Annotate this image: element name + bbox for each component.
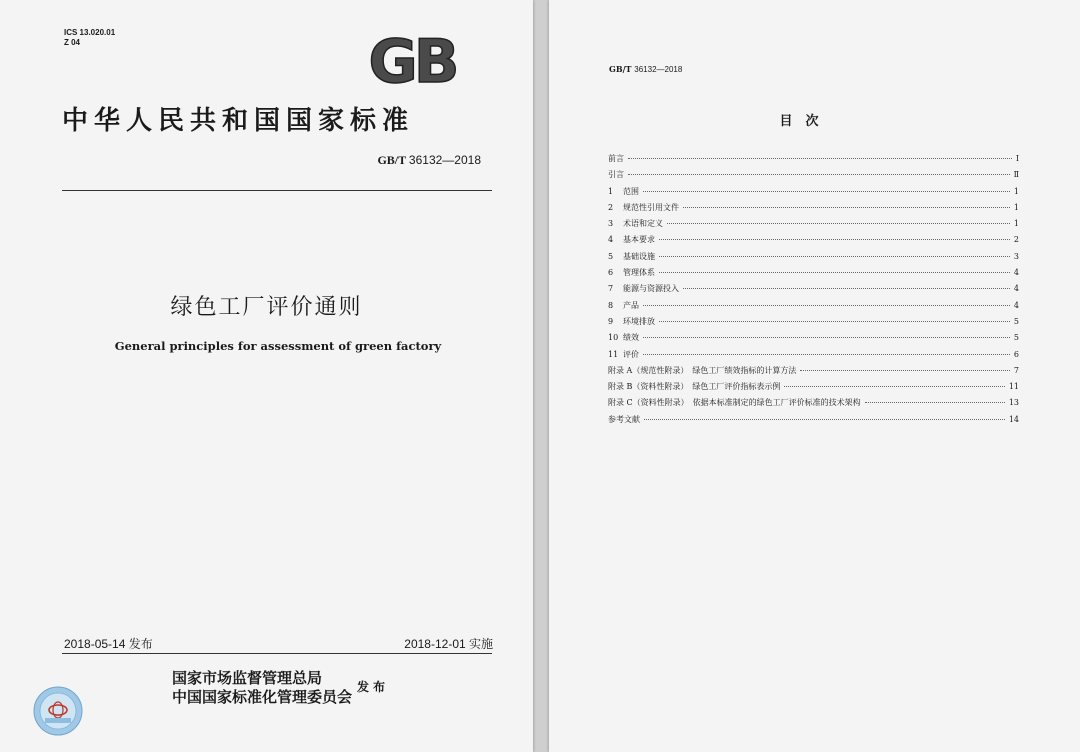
toc-item-page: 3	[1013, 251, 1019, 261]
toc-item-number: 10	[608, 333, 619, 343]
toc-item-label: 术语和定义	[623, 219, 663, 229]
toc-item[interactable]	[608, 234, 1019, 250]
toc-item-label: 参考文献	[608, 414, 640, 424]
toc-item[interactable]	[608, 186, 1019, 202]
toc-item-number: 5	[608, 251, 614, 261]
toc-item-label: 基础设施	[623, 251, 655, 261]
toc-item-number: 11	[608, 349, 619, 359]
toc-item-page: 1	[1013, 219, 1019, 229]
toc-list	[608, 153, 1019, 430]
toc-item[interactable]	[608, 153, 1019, 169]
toc-item[interactable]	[608, 300, 1019, 316]
toc-item-label: 前言	[608, 154, 624, 163]
ccs-code: Z 04	[64, 38, 81, 47]
issuer-sac: 中国国家标准化管理委员会	[172, 688, 353, 706]
toc-leader-dots	[683, 206, 1010, 208]
toc-code-number: 36132—2018	[634, 65, 683, 74]
classification-codes	[64, 28, 115, 48]
toc-item-page: Ⅱ	[1013, 170, 1019, 180]
standard-code	[377, 153, 481, 168]
toc-item-page: 2	[1013, 235, 1019, 245]
toc-item-number: 2	[608, 202, 614, 212]
toc-item-page: 4	[1013, 300, 1019, 310]
toc-item[interactable]	[608, 414, 1019, 430]
toc-leader-dots	[683, 287, 1010, 289]
toc-item-page: Ⅰ	[1015, 154, 1019, 163]
toc-item[interactable]	[608, 381, 1019, 397]
toc-item-label: 评价	[623, 349, 639, 359]
toc-item-label: 附录 C（资料性附录） 依据本标准制定的绿色工厂评价标准的技术架构	[608, 398, 861, 408]
toc-item-number: 4	[608, 235, 614, 245]
ics-code: ICS 13.020.01	[64, 28, 116, 37]
issue-word: 发布	[357, 680, 390, 694]
toc-item[interactable]	[608, 267, 1019, 283]
toc-item-number: 3	[608, 219, 614, 229]
toc-item-number: 7	[608, 284, 614, 294]
toc-item-number: 1	[608, 186, 614, 196]
toc-leader-dots	[659, 320, 1010, 322]
toc-item-label: 绩效	[623, 333, 639, 343]
toc-item[interactable]	[608, 365, 1019, 381]
cover-page	[0, 0, 533, 752]
toc-item-page: 13	[1008, 398, 1019, 408]
toc-item-label: 基本要求	[623, 235, 655, 245]
toc-item-label: 范围	[623, 186, 639, 196]
toc-leader-dots	[643, 190, 1010, 192]
issuer-samr: 国家市场监督管理总局	[172, 669, 323, 687]
toc-item-page: 6	[1013, 349, 1019, 359]
toc-item[interactable]	[608, 332, 1019, 348]
issuing-authorities	[172, 669, 352, 707]
toc-leader-dots	[659, 255, 1010, 257]
toc-item[interactable]	[608, 349, 1019, 365]
certification-stamp-icon	[33, 686, 83, 736]
toc-item-label: 管理体系	[623, 268, 655, 278]
toc-item-number: 9	[608, 316, 614, 326]
toc-item[interactable]	[608, 316, 1019, 332]
toc-item-label: 规范性引用文件	[623, 202, 679, 212]
top-divider	[62, 190, 492, 191]
toc-page	[549, 0, 1080, 752]
toc-item-page: 11	[1008, 382, 1019, 392]
toc-item[interactable]	[608, 169, 1019, 185]
toc-standard-code	[609, 64, 682, 74]
national-standard-name: 中华人民共和国国家标准	[62, 106, 415, 136]
toc-item-label: 附录 A（规范性附录） 绿色工厂绩效指标的计算方法	[608, 365, 797, 375]
toc-leader-dots	[865, 401, 1005, 403]
toc-item-page: 4	[1013, 268, 1019, 278]
toc-item[interactable]	[608, 397, 1019, 413]
toc-leader-dots	[784, 385, 1004, 387]
toc-item-number: 8	[608, 300, 614, 310]
toc-item-label: 能源与资源投入	[623, 284, 679, 294]
toc-item-page: 7	[1013, 365, 1019, 375]
implementation-date: 2018-12-01 实施	[404, 637, 493, 651]
toc-leader-dots	[643, 353, 1010, 355]
toc-item[interactable]	[608, 202, 1019, 218]
toc-item-page: 5	[1013, 316, 1019, 326]
toc-item-page: 1	[1013, 202, 1019, 212]
standard-code-number: 36132—2018	[408, 153, 481, 167]
toc-item[interactable]	[608, 251, 1019, 267]
toc-leader-dots	[659, 238, 1010, 240]
gb-logo-text: GB	[368, 30, 456, 88]
toc-leader-dots	[628, 157, 1012, 159]
toc-leader-dots	[800, 369, 1010, 371]
bottom-divider	[62, 653, 492, 654]
toc-item-page: 1	[1013, 186, 1019, 196]
gb-logo-icon	[358, 30, 466, 88]
toc-leader-dots	[644, 418, 1005, 420]
standard-code-prefix: GB/T	[377, 153, 406, 167]
issue-date: 2018-05-14 发布	[64, 637, 153, 651]
toc-leader-dots	[643, 336, 1010, 338]
toc-item-label: 环境排放	[623, 316, 655, 326]
toc-item[interactable]	[608, 218, 1019, 234]
toc-title: 目 次	[779, 114, 819, 129]
toc-leader-dots	[667, 222, 1010, 224]
toc-item[interactable]	[608, 283, 1019, 299]
title-english: General principles for assessment of green factory	[114, 339, 442, 353]
title-chinese: 绿色工厂评价通则	[170, 295, 363, 320]
toc-item-label: 附录 B（资料性附录） 绿色工厂评价指标表示例	[608, 382, 781, 392]
toc-item-page: 4	[1013, 284, 1019, 294]
toc-item-page: 14	[1008, 414, 1019, 424]
toc-leader-dots	[659, 271, 1010, 273]
toc-leader-dots	[643, 304, 1010, 306]
toc-item-label: 产品	[623, 300, 639, 310]
toc-item-page: 5	[1013, 333, 1019, 343]
toc-code-prefix: GB/T	[609, 64, 632, 74]
toc-item-label: 引言	[608, 170, 624, 180]
toc-leader-dots	[628, 173, 1010, 175]
toc-item-number: 6	[608, 268, 614, 278]
